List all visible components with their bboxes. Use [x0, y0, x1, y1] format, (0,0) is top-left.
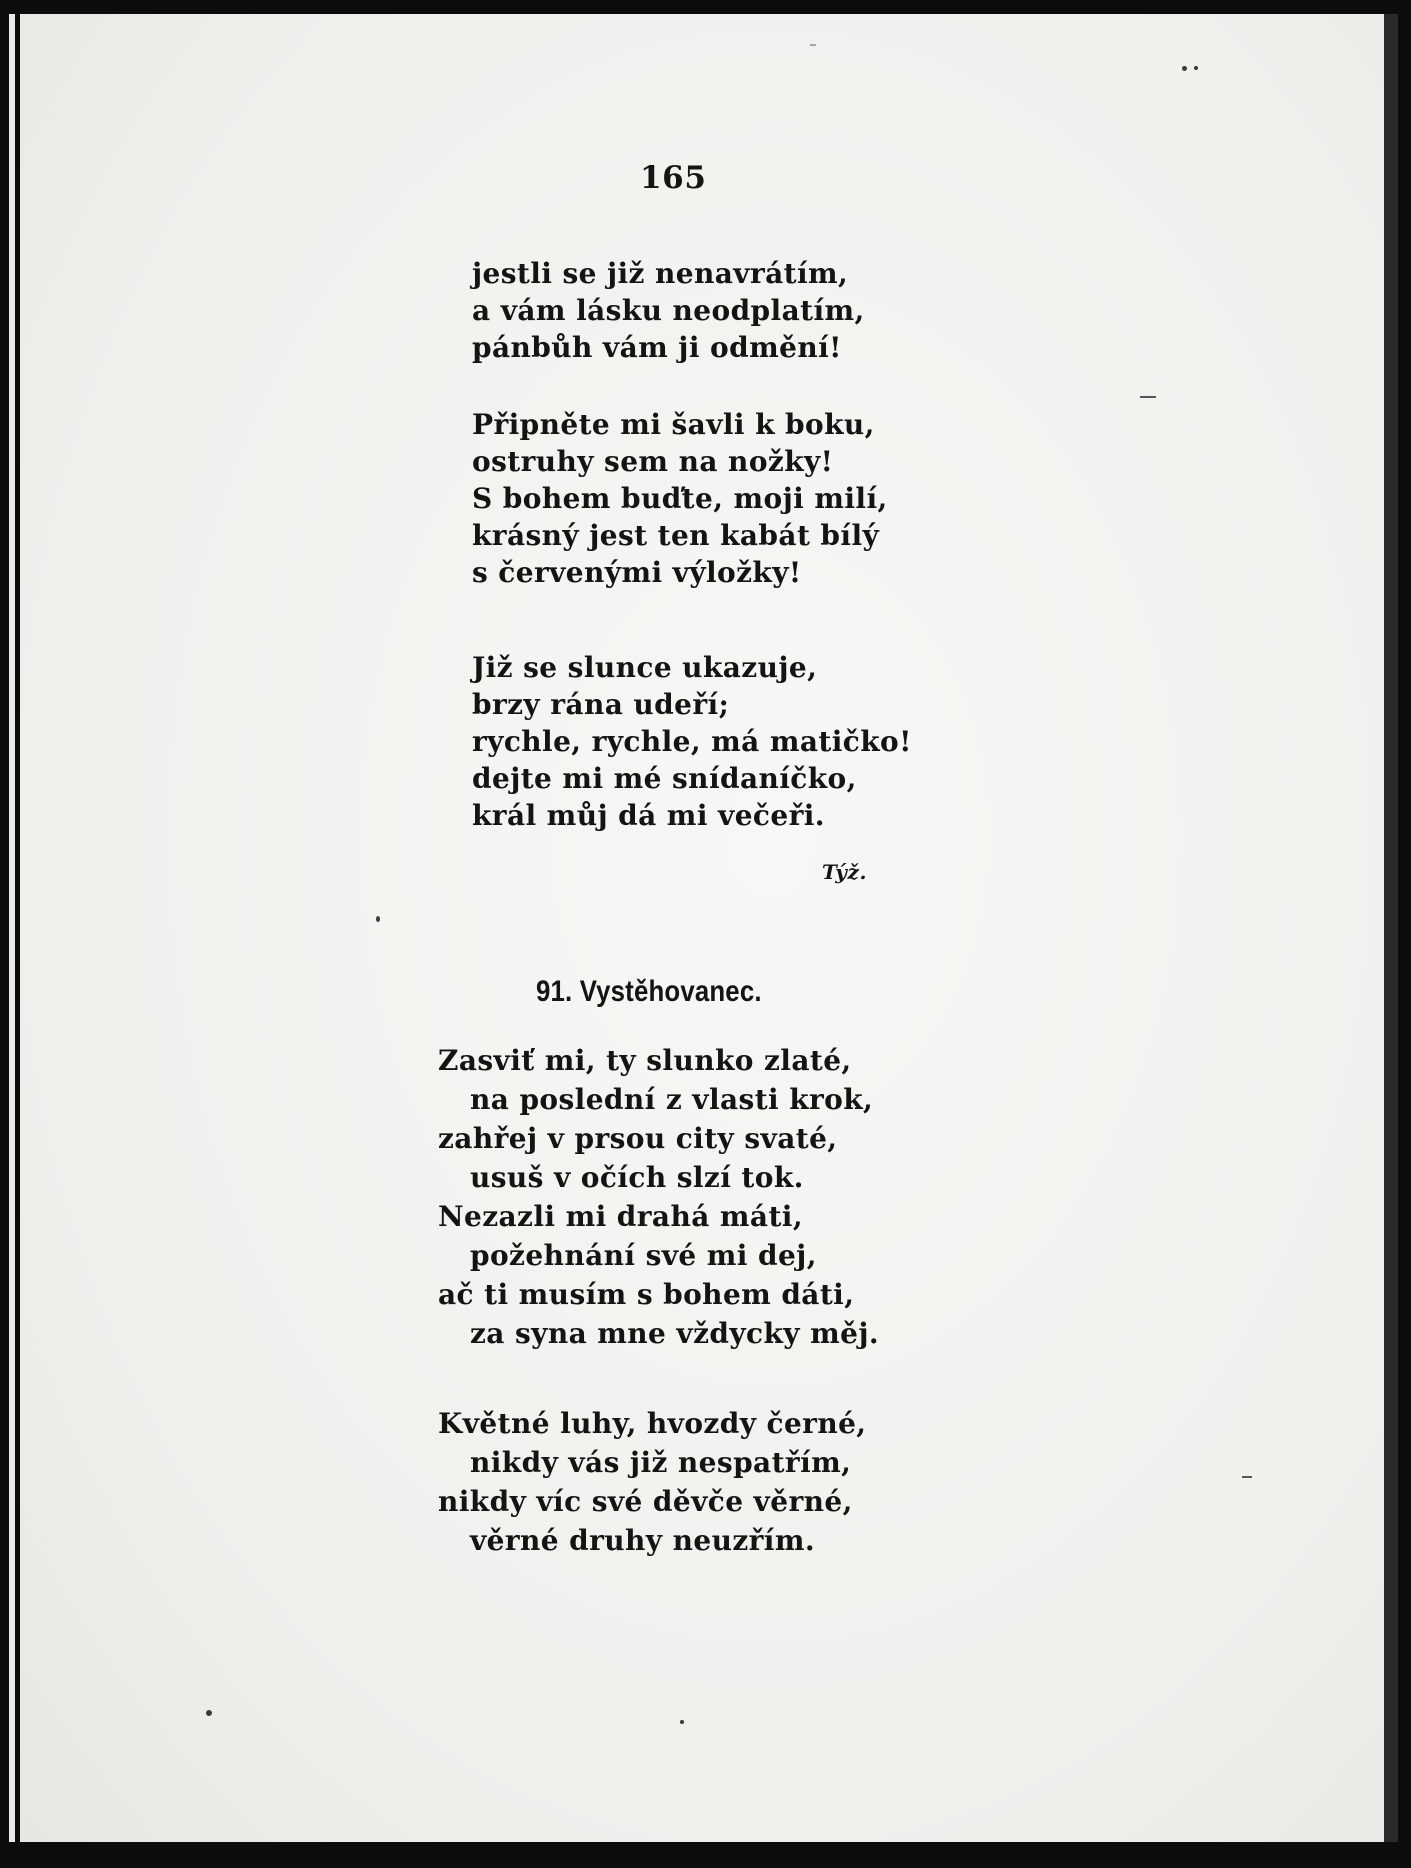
paper-speck [206, 1710, 212, 1716]
paper-speck [680, 1720, 684, 1724]
paper-speck [1182, 66, 1187, 71]
verse-line: krásný jest ten kabát bílý [472, 519, 880, 552]
adjacent-page-strip [9, 14, 15, 1842]
verse-line: s červenými výložky! [472, 556, 802, 589]
verse-line: S bohem buďte, moji milí, [472, 482, 888, 515]
verse-line: za syna mne vždycky měj. [470, 1317, 880, 1350]
verse-line: brzy rána udeří; [472, 688, 730, 721]
verse-line: ostruhy sem na nožky! [472, 445, 834, 478]
verse-line: ač ti musím s bohem dáti, [438, 1278, 855, 1311]
verse-line: rychle, rychle, má matičko! [472, 725, 912, 758]
paper-speck [1194, 66, 1198, 70]
verse-line: Připněte mi šavli k boku, [472, 408, 875, 441]
verse-line: zahřej v prsou city svaté, [438, 1122, 838, 1155]
verse-line: usuš v očích slzí tok. [470, 1161, 804, 1194]
paper-mark [1242, 1476, 1252, 1478]
stanza [438, 1404, 866, 1560]
verse-line: Nezazli mi drahá máti, [438, 1200, 803, 1233]
verse-line: dejte mi mé snídaníčko, [472, 762, 857, 795]
verse-line: nikdy víc své děvče věrné, [438, 1485, 853, 1518]
verse-line: král můj dá mi večeři. [472, 799, 825, 832]
page-number: 165 [640, 160, 707, 196]
stanza [438, 1041, 879, 1353]
verse-line: a vám lásku neodplatím, [472, 294, 865, 327]
attribution: Týž. [822, 860, 868, 884]
verse-line: požehnání své mi dej, [470, 1239, 817, 1272]
verse-line: pánbůh vám ji odmění! [472, 331, 842, 364]
stanza [472, 255, 865, 366]
verse-line: Zasviť mi, ty slunko zlaté, [438, 1044, 852, 1077]
paper-mark [1140, 396, 1156, 398]
verse-line: nikdy vás již nespatřím, [470, 1446, 852, 1479]
verse-line: Květné luhy, hvozdy černé, [438, 1407, 867, 1440]
paper-mark [810, 44, 816, 46]
verse-line: Již se slunce ukazuje, [472, 651, 818, 684]
stanza [472, 406, 888, 591]
paper-speck [376, 916, 380, 922]
poem-heading: 91. Vystěhovanec. [536, 975, 762, 1008]
page-edge [1384, 14, 1398, 1842]
stanza [472, 649, 912, 834]
verse-line: na poslední z vlasti krok, [470, 1083, 874, 1116]
verse-line: věrné druhy neuzřím. [470, 1524, 816, 1557]
verse-line: jestli se již nenavrátím, [472, 257, 849, 290]
